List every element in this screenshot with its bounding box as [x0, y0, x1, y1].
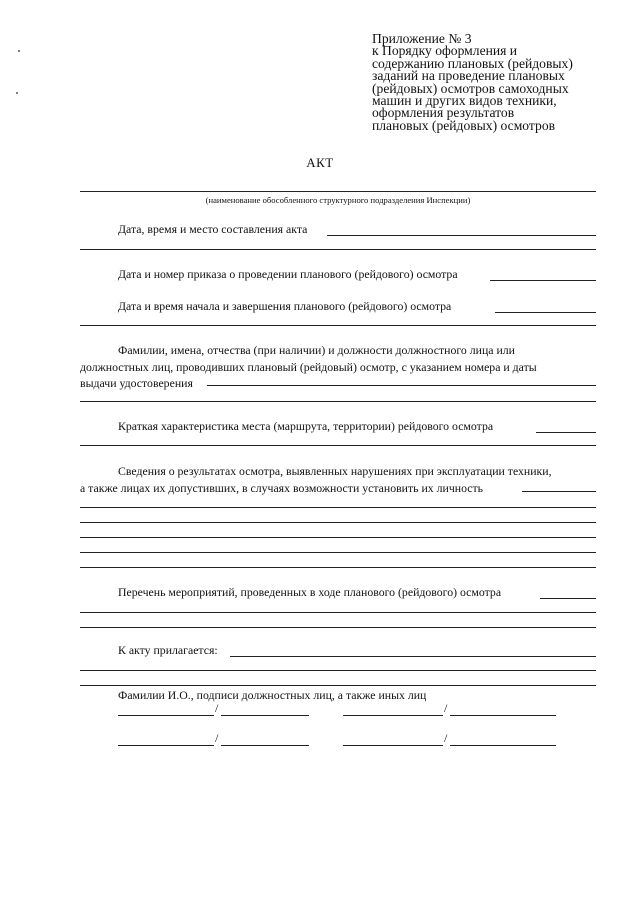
signature-name-line[interactable]: [343, 745, 443, 746]
subdivision-note: (наименование обособленного структурного подразделения Инспекции): [205, 195, 471, 205]
signature-sign-line[interactable]: [221, 715, 309, 716]
results-label: [80, 463, 596, 496]
place-field-line[interactable]: [536, 432, 596, 433]
signature-name-line[interactable]: [343, 715, 443, 716]
measures-field-line-3[interactable]: [80, 627, 596, 628]
officials-field-line[interactable]: [207, 385, 596, 386]
results-field-line-4[interactable]: [80, 537, 596, 538]
attachments-field-line-3[interactable]: [80, 685, 596, 686]
officials-line: выдачи удостоверения: [80, 376, 193, 390]
appendix-line: плановых (рейдовых) осмотров: [372, 117, 556, 133]
officials-field-line-2[interactable]: [80, 401, 596, 402]
signature-slash: /: [444, 701, 448, 715]
results-line: Сведения о результатах осмотра, выявленных нарушениях при эксплуатации техники,: [118, 464, 552, 478]
signature-sign-line[interactable]: [221, 745, 309, 746]
order-field-line[interactable]: [490, 280, 596, 281]
results-field-line-6[interactable]: [80, 567, 596, 568]
date-place-field-line[interactable]: [327, 235, 596, 236]
results-field-line-5[interactable]: [80, 552, 596, 553]
signature-name-line[interactable]: [118, 715, 214, 716]
results-line: а также лицах их допустивших, в случаях возможности установить их личность: [80, 480, 484, 495]
results-field-line-3[interactable]: [80, 522, 596, 523]
signatures-label: Фамилии И.О., подписи должностных лиц, а также иных лиц: [118, 688, 427, 702]
appendix-line: заданий на проведение плановых: [372, 68, 565, 84]
start-end-field-line[interactable]: [495, 312, 596, 313]
appendix-line: (рейдовых) осмотров самоходных: [372, 80, 569, 96]
margin-dot: [16, 92, 18, 94]
measures-field-line[interactable]: [540, 598, 596, 599]
measures-label: Перечень мероприятий, проведенных в ходе планового (рейдового) осмотра: [118, 585, 502, 599]
appendix-line: к Порядку оформления и: [372, 43, 518, 59]
date-place-label: Дата, время и место составления акта: [118, 222, 308, 236]
start-end-field-line-2[interactable]: [80, 325, 596, 326]
act-title: АКТ: [306, 155, 334, 170]
margin-dot: [18, 50, 20, 52]
signature-slash: /: [444, 731, 448, 745]
place-characteristic-label: Краткая характеристика места (маршрута, территории) рейдового осмотра: [118, 419, 494, 433]
officials-line: должностных лиц, проводивших плановый (рейдовый) осмотр, с указанием номера и даты: [80, 359, 537, 374]
results-field-line-2[interactable]: [80, 507, 596, 508]
appendix-line: оформления результатов: [372, 105, 515, 121]
signature-slash: /: [215, 701, 219, 715]
start-end-label: Дата и время начала и завершения планового (рейдового) осмотра: [118, 299, 452, 313]
appendix-header: [372, 33, 612, 132]
attachments-field-line-2[interactable]: [80, 670, 596, 671]
attachments-label: К акту прилагается:: [118, 643, 218, 657]
subdivision-field-line[interactable]: [80, 191, 596, 192]
officials-line: Фамилии, имена, отчества (при наличии) и должности должностного лица или: [118, 343, 515, 357]
attachments-field-line[interactable]: [230, 656, 596, 657]
order-label: Дата и номер приказа о проведении планового (рейдового) осмотра: [118, 267, 458, 281]
place-field-line-2[interactable]: [80, 445, 596, 446]
results-field-line[interactable]: [522, 491, 596, 492]
appendix-line: машин и других видов техники,: [372, 93, 557, 109]
date-place-field-line-2[interactable]: [80, 249, 596, 250]
signature-name-line[interactable]: [118, 745, 214, 746]
measures-field-line-2[interactable]: [80, 612, 596, 613]
appendix-line: содержанию плановых (рейдовых): [372, 55, 573, 71]
appendix-line: Приложение № 3: [372, 31, 472, 46]
signature-sign-line[interactable]: [450, 715, 556, 716]
signature-sign-line[interactable]: [450, 745, 556, 746]
signature-slash: /: [215, 731, 219, 745]
